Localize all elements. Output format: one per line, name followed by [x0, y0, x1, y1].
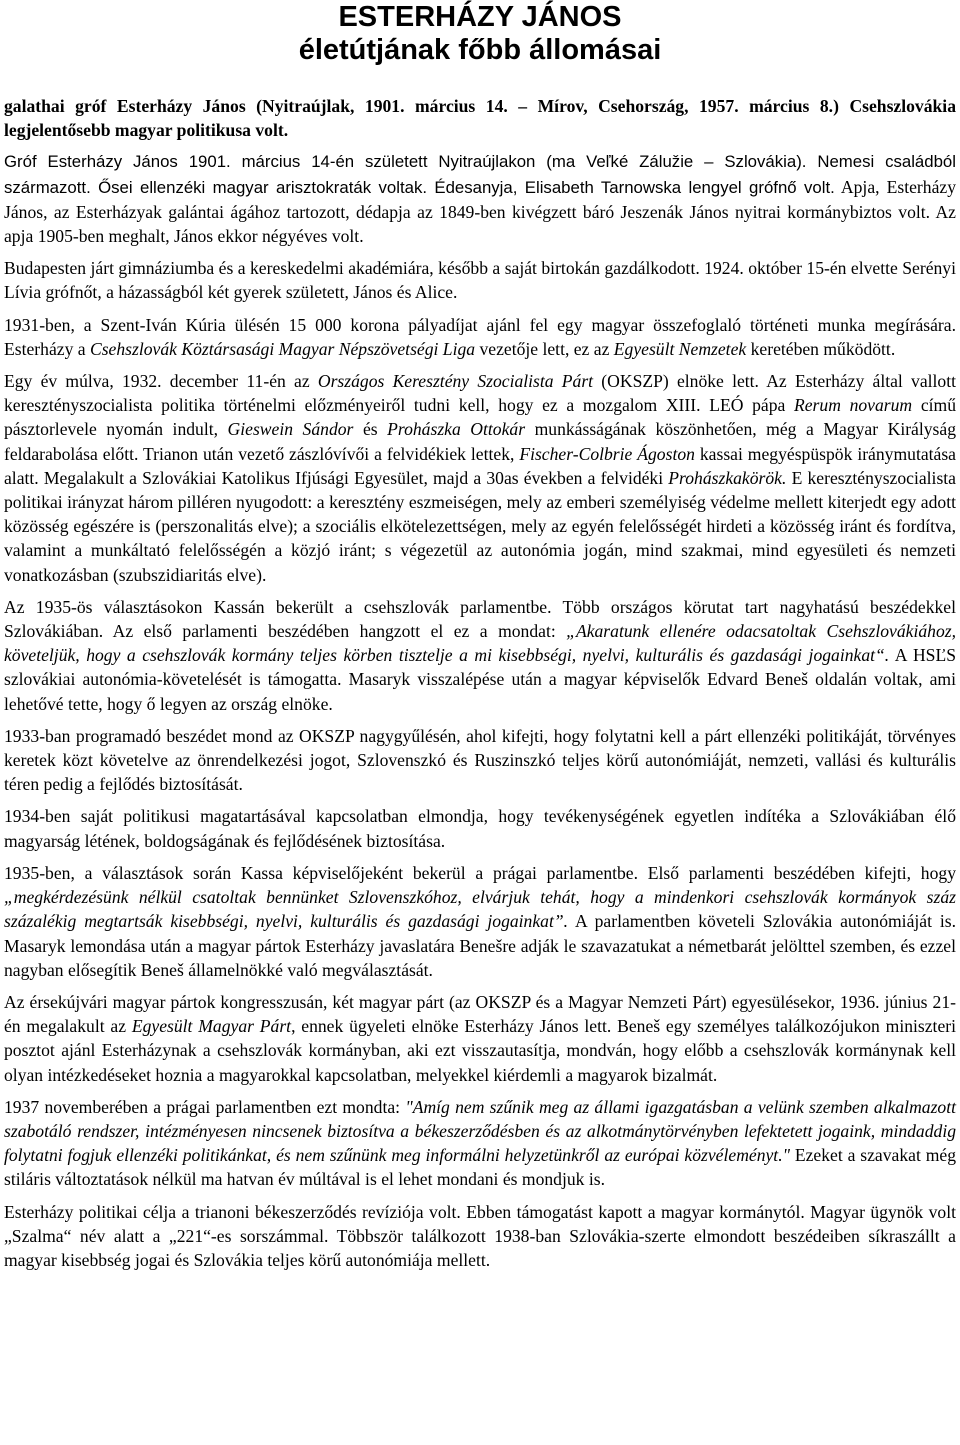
- paragraph-1935-parliament: [4, 861, 956, 982]
- paragraph-1935-elections: [4, 595, 956, 716]
- paragraph-1933: 1933-ban programadó beszédet mond az OKSZP nagygyűlésén, ahol kifejti, hogy folytatni kell a párt ellenzéki politikáját, törvényes keretek közt követelve az önrendelkezési jogot, Szlovenszkó és Ruszinszkó teljes körű autonómiáját, nemzeti, vallási és kulturális téren pedig a fejlődés biztosítását.: [4, 725, 956, 795]
- text: 1937 novemberében a prágai parlamentben ezt mondta:: [4, 1096, 406, 1117]
- paragraph-1931: [4, 313, 956, 361]
- text: A HSĽS szlovákiai autonómia-követelését is támogatta. Masaryk visszalépése után a magyar képviselők Edvard Beneš oldalán voltak, ami lehetővé tette, hogy ő legyen az ország elnöke.: [4, 645, 956, 714]
- text: Az érsekújvári magyar pártok kongresszusán, két magyar párt (az OKSZP és a Magyar Nemzeti Párt) egyesülésekor, 1936. június 21-én megalakult az: [4, 991, 956, 1037]
- paragraph-revision: Esterházy politikai célja a trianoni békeszerződés revíziója volt. Ebben támogatást kapott a magyar kormánytól. Magyar ügynök volt „Szalma“ név alatt a „221“-es sorszámmal. Többször találkozott 1938-ban Szlovákia-szerte elmondott beszédeiben síkraszállt a magyar kisebbség jogai és Szlovákia teljes körű autonómiája mellett.: [4, 1201, 956, 1270]
- italic-quote: „Akaratunk ellenére odacsatoltak Csehszlovákiához, követeljük, hogy a csehszlovák kormány teljes körben tisztelje a mi kisebbségi, nyelvi, kulturális és gazdasági jogainkat“.: [4, 621, 956, 666]
- text: és: [353, 419, 388, 440]
- paragraph-1934: 1934-ben saját politikusi magatartásával kapcsolatban elmondja, hogy tevékenységének egyetlen indítéka a Szlovákiában élő magyarság létének, boldogságának és fejlődésének biztosítása.: [4, 806, 956, 851]
- paragraph-origins: [4, 149, 956, 248]
- italic-text: Egyesült Nemzetek: [613, 338, 747, 359]
- italic-text: Prohászka Ottokár: [387, 419, 526, 440]
- italic-text: Országos Keresztény Szocialista Párt: [317, 371, 594, 392]
- paragraph-origins-part-b: Apja, Esterházy János, az Esterházyak galántai ágához tartozott, dédapja az 1849-ben kivégzett báró Jeszenák János nyitrai kormánybiztos volt. Az apja 1905-ben meghalt, János ekkor négyéves volt.: [4, 176, 956, 247]
- text: Az 1935-ös választásokon Kassán bekerült a csehszlovák parlamentbe. Több országos körutat tart nagyhatású beszédekkel Szlovákiában. Az első parlamenti beszédében hangzott el ez a mondat:: [4, 596, 956, 642]
- paragraph-1937: [4, 1095, 956, 1192]
- italic-quote: "Amíg nem szűnik meg az állami igazgatásban a velünk szemben alkalmazott szabotáló rendszer, intézményesen nincsenek biztosítva a békeszerződésben és az alkotmánytörvényben lefektetett jogaink, mindaddig folytatni fogjuk ellenzéki politikánkat, és nem szűnünk meg informálni helyzetünkről az európai közvéleményt.": [4, 1096, 956, 1166]
- text: A parlamentben követeli Szlovákia autonómiáját is. Masaryk lemondása után a magyar pártok Esterházy javaslatára Benešre adják le szavazatukat a németbarát jelölttel szemben, és ezzel nagyban elősegítik Beneš államelnökké való megválasztását.: [4, 911, 956, 980]
- text: 1931-ben, a Szent-Iván Kúria ülésén 15 000 korona pályadíjat ajánl fel egy magyar összefoglaló történeti munka megírására. Esterházy a: [4, 314, 956, 359]
- text: Egy év múlva, 1932. december 11-én az: [4, 371, 318, 392]
- lead-paragraph: galathai gróf Esterházy János (Nyitraújlak, 1901. március 14. – Mírov, Csehország, 1957. március 8.) Csehszlovákia legjelentősebb magyar politikusa volt.: [4, 96, 956, 141]
- italic-quote: „megkérdezésünk nélkül csatoltak bennünket Szlovenszkóhoz, elvárjuk tehát, hogy a mindenkori csehszlovák kormányok száz százalékig megtartsák kisebbségi, nyelvi, kulturális és gazdasági jogainkat”.: [4, 887, 956, 932]
- paragraph-origins-part-a: Gróf Esterházy János 1901. március 14-én született Nyitraújlakon (ma Veľké Zálužie – Szlovákia). Nemesi családból származott. Ősei ellenzéki magyar arisztokraták voltak. Édesanyja, Elisabeth Tarnowska lengyel grófnő volt.: [4, 152, 956, 197]
- paragraph-okszp: [4, 369, 956, 587]
- text: vezetője lett, ez az: [475, 338, 614, 359]
- italic-text: Csehszlovák Köztársasági Magyar Népszövetségi Liga: [89, 338, 476, 359]
- text: című pásztorlevele nyomán indult,: [4, 395, 957, 440]
- text: munkásságának köszönhetően, még a Magyar Királyság feldarabolása előtt. Trianon után vezető zászlóvívői a felvidékiek lettek,: [4, 419, 957, 464]
- title-line-1: ESTERHÁZY JÁNOS: [338, 1, 622, 33]
- italic-text: Gieswein Sándor: [227, 419, 354, 440]
- italic-text: Prohászkakörök.: [668, 467, 787, 488]
- text: Ezeket a szavakat még stiláris változtatások nélkül ma hatvan év múltával is el lehet mondani és mondjuk is.: [4, 1145, 956, 1190]
- paragraph-1936: [4, 990, 956, 1087]
- text: keretében működött.: [746, 338, 896, 359]
- text: kassai megyéspüspök iránymutatása alatt. Megalakult a Szlovákiai Katolikus Ifjúsági Egyesület, majd a 30as években a felvidéki: [4, 443, 956, 488]
- paragraph-education: Budapesten járt gimnáziumba és a kereskedelmi akadémiára, később a saját birtokán gazdálkodott. 1924. október 15-én elvette Serényi Lívia grófnőt, a házasságból két gyerek született, János és Alice.: [4, 258, 956, 303]
- title-line-2: életútjának főbb állomásai: [298, 34, 662, 66]
- italic-text: Rerum novarum: [794, 395, 913, 416]
- italic-text: Fischer-Colbrie Ágoston: [519, 443, 695, 464]
- text: 1935-ben, a választások során Kassa képviselőjeként bekerül a prágai parlamentbe. Első parlamenti beszédében kifejti, hogy: [4, 862, 956, 883]
- text: (OKSZP) elnöke lett. Az Esterházy által vallott keresztényszocialista politika történelmi előzményeiről tudni kell, hogy ez a mozgalom XIII. LEÓ pápa: [4, 371, 956, 416]
- text: E keresztényszocialista politikai irányzat három pilléren nyugodott: a keresztény eszmeiségen, mely az emberi személyiség védelme mellett kiterjedt egy adott közösség egészére is (perszonalitás elve); a szociális elkötelezettségen, mely az egyén felelősségét hirdeti a közösség iránt és fordítva, valamint a munkáltató felelősségén a közjó iránt; s végezetül az autonómia jogán, mind szakmai, mind egyesületi és nemzeti vonatkozásban (szubszidiaritás elve).: [4, 467, 956, 585]
- text: , ennek ügyeleti elnöke Esterházy János lett. Beneš egy személyes találkozójukon miniszteri posztot ajánl Esterházynak a csehszlovák kormányban, aki ezt visszautasítja, mondván, hogy előbb a csehszlovák kormánynak kell olyan intézkedéseket hoznia a magyarokkal kapcsolatban, melyekkel kiérdemli a magyarok bizalmát.: [4, 1016, 956, 1085]
- document-page: [0, 1, 960, 1445]
- italic-text: Egyesült Magyar Párt: [131, 1016, 292, 1037]
- document-title: [4, 1, 956, 67]
